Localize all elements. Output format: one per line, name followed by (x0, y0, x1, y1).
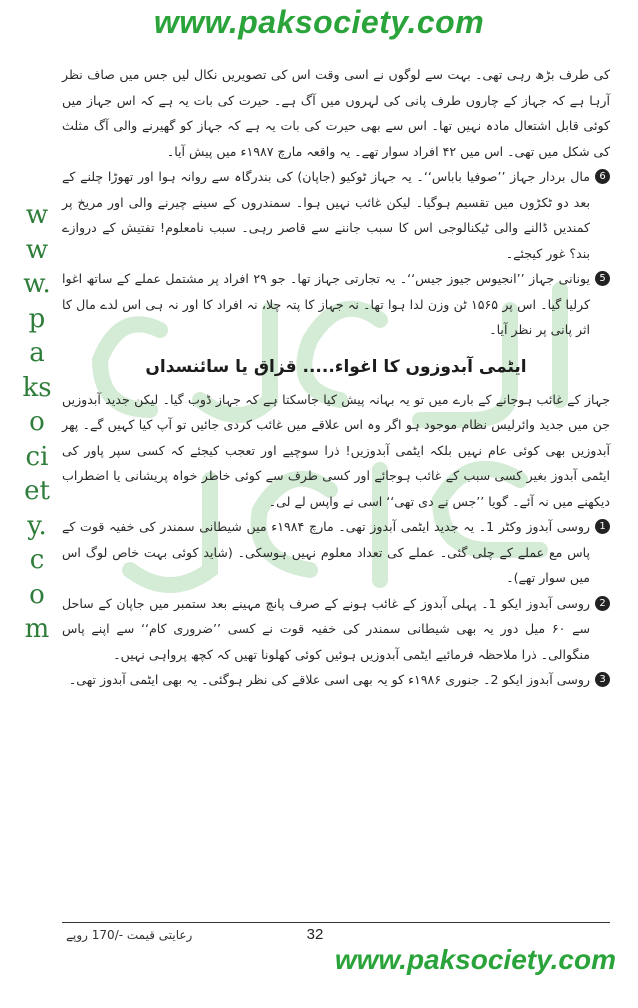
list-item-text: روسی آبدوز ایکو 2۔ جنوری ۱۹۸۶ء کو یہ بھی اسی علاقے کی نظر ہوگئی۔ یہ بھی ایٹمی آبدوز تھی۔ (68, 672, 590, 687)
list-item-echo-2 (62, 667, 610, 693)
list-item-text: مال بردار جہاز ’’صوفیا باباس‘‘۔ یہ جہاز ٹوکیو (جاپان) کی بندرگاہ سے روانہ ہوا اور تھوڑا چلنے کے بعد دو ٹکڑوں میں تقسیم ہوگیا۔ لیکن غائب نہیں ہوا۔ سمندروں کے سینے چیرنے والی اور مریخ پر کمندیں ڈالنے والی ٹیکنالوجی اس کا سبب جاننے سے قاصر رہی۔ سبب نامعلوم! تفتیش کے دروازے بند؟ غور کیجئے۔ (62, 169, 590, 261)
list-item-text: روسی آبدوز ایکو 1۔ پہلی آبدوز کے غائب ہونے کے صرف پانچ مہینے بعد ستمبر میں جاپان کے ساحل سے ۶۰ میل دور یہ بھی شیطانی سمندر کی خفیہ قوت نے کسی ’’ضروری کام‘‘ سے اپنے پاس منگوالی۔ ذرا ملاحظہ فرمائیے ایٹمی آبدوزیں ہوئیں کوئی کھلونا تھیں کہ کچھ پرواہی نہیں۔ (62, 595, 591, 662)
item-number-badge: 5 (595, 271, 610, 286)
section-paragraph: جہاز کے غائب ہوجانے کے بارے میں تو یہ بہانہ پیش کیا جاسکتا ہے کہ جہاز ڈوب گیا۔ لیکن جدید آبدوزیں جن میں جدید وائرلیس نظام موجود ہو اگر وہ اس علاقے میں غائب کردی جائیں تو آپ کیا کہیں گے۔ پھر آبدوزیں بھی کوئی عام نہیں بلکہ ایٹمی آبدوزیں! ذرا سوچیے اور تعجب کیجئے کہ کسی سپر پاور کی ایٹمی آبدوز بغیر کسی سبب کے غائب ہوجائے اور کسی طرف سے کوئی خاطر خواہ پریشانی یا اضطراب دیکھنے میں نہ آئے۔ گویا ’’جس نے دی تھی‘‘ اسی نے واپس لے لی۔ (62, 391, 610, 509)
bottom-site-url: www.paksociety.com (334, 944, 616, 975)
list-item-victor-1 (62, 514, 610, 591)
item-number-badge: 1 (595, 519, 610, 534)
footer-divider (62, 922, 610, 923)
side-site-url: www.paksociety.com (22, 200, 52, 644)
item-number-badge: 3 (595, 672, 610, 687)
list-item-sophia-babas (62, 164, 610, 266)
intro-paragraph: کی طرف بڑھ رہی تھی۔ بہت سے لوگوں نے اسی وقت اس کی تصویریں نکال لیں جس میں صاف نظر آرہا ہے کہ جہاز کے چاروں طرف پانی کی لہروں میں آگ ہے۔ حیرت کی بات یہ ہے کہ اس جہاز میں کوئی قابل اشتعال مادہ نہیں تھا۔ اس سے بھی حیرت کی بات یہ ہے کہ جہاز کو گھیرنے والی آگ مثلث کی شکل میں تھی۔ اس میں ۴۲ افراد سوار تھے۔ یہ واقعہ مارچ ۱۹۸۷ء میں پیش آیا۔ (62, 67, 610, 159)
list-item-greek-ship (62, 266, 610, 343)
page-number: 32 (306, 926, 324, 943)
price-note: رعایتی قیمت -/170 روپے (66, 928, 193, 942)
article-body (62, 62, 610, 914)
list-item-text: روسی آبدوز وکٹر 1۔ یہ جدید ایٹمی آبدوز تھی۔ مارچ ۱۹۸۴ء میں شیطانی سمندر کی خفیہ قوت کے پاس مع عملے کے چلی گئی۔ عملے کی تعداد معلوم نہیں ہوسکی۔ (شاید کوئی بہت خاص لوگ اس میں سوار تھے)۔ (62, 519, 591, 585)
top-site-url: www.paksociety.com (153, 4, 485, 40)
item-number-badge: 2 (595, 596, 610, 611)
item-number-badge: 6 (595, 169, 610, 184)
list-item-echo-1 (62, 591, 610, 668)
section-heading: ایٹمی آبدوزوں کا اغواء..... قزاق یا سائنسداں (145, 356, 527, 377)
list-item-text: یونانی جہاز ’’انجیوس جیوز جیس‘‘۔ یہ تجارتی جہاز تھا۔ جو ۲۹ افراد پر مشتمل عملے کے ساتھ اغوا کرلیا گیا۔ اس پر ۱۵۶۵ ٹن وزن لدا ہوا تھا۔ نہ جہاز کا پتہ چلا، نہ افراد کا اور نہ ہی اس لدے مال کا اثر پانی پر نظر آیا۔ (62, 271, 590, 337)
